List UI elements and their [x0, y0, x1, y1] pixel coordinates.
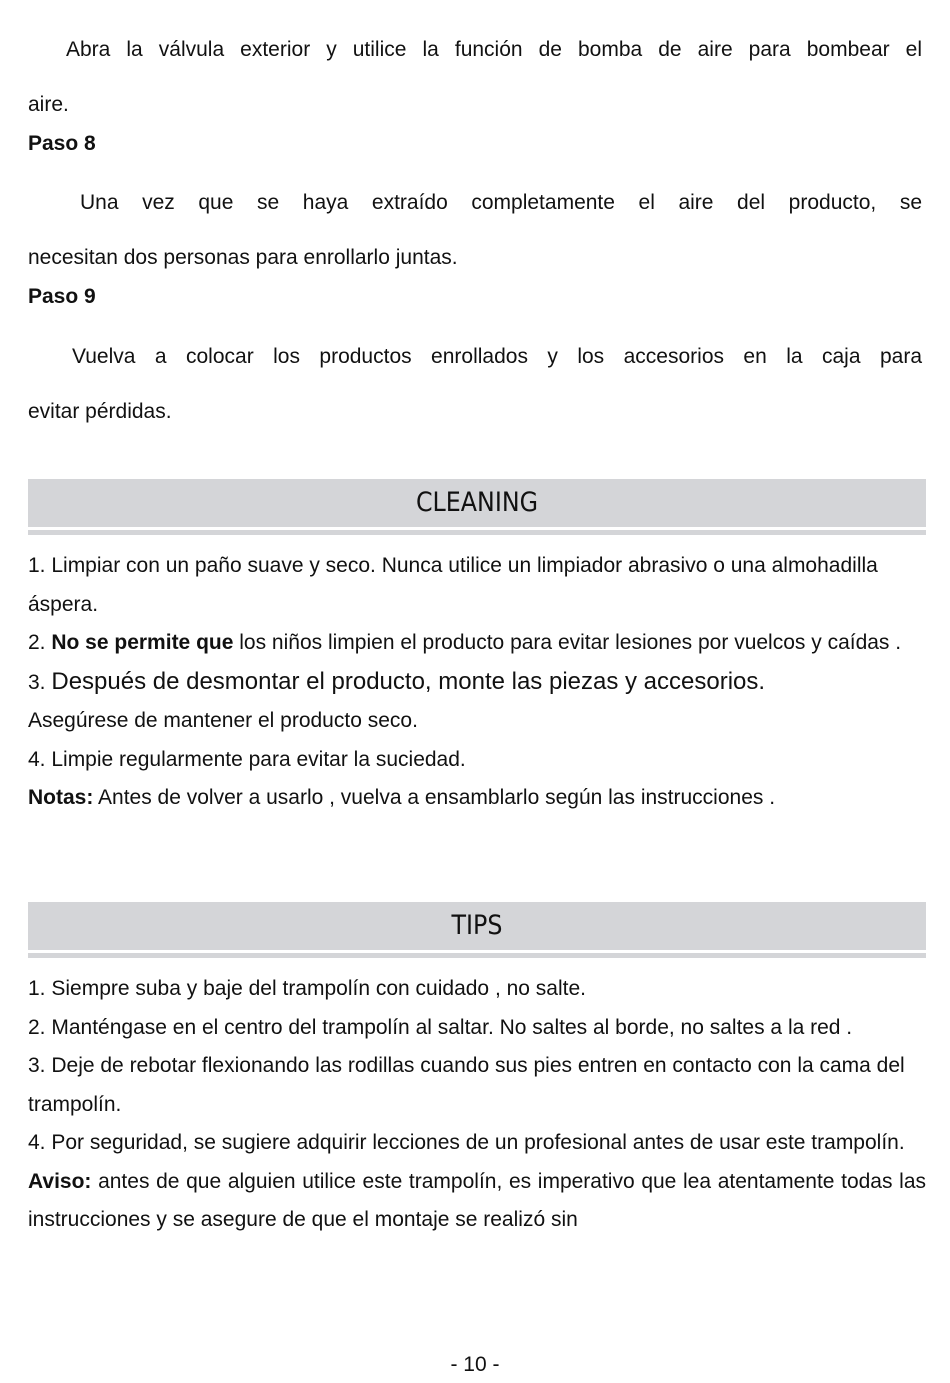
note-text: Antes de volver a usarlo , vuelva a ensamblarlo según las instrucciones . [93, 786, 776, 809]
warning [28, 1163, 926, 1240]
tips-header-bar [28, 902, 926, 953]
list-item: 1. Siempre suba y baje del trampolín con cuidado , no salte. [28, 977, 586, 1000]
paragraph-line: evitar pérdidas. [28, 400, 172, 423]
paragraph-line: aire. [28, 93, 69, 116]
item-text: Asegúrese de mantener el producto seco. [28, 709, 418, 732]
list-item: 4. Por seguridad, se sugiere adquirir lecciones de un profesional antes de usar este trampolín. [28, 1131, 905, 1154]
list-item: 1. Limpiar con un paño suave y seco. Nunca utilice un limpiador abrasivo o una almohadilla áspera. [28, 554, 878, 616]
note [28, 779, 926, 818]
item-number: 3. [28, 670, 52, 694]
list-item [28, 624, 926, 663]
step-label: Paso 9 [28, 285, 96, 308]
tips-list [28, 970, 926, 1240]
item-number: 2. [28, 631, 52, 654]
section-title: CLEANING [415, 487, 539, 518]
list-item: 4. Limpie regularmente para evitar la suciedad. [28, 747, 466, 771]
step-9-text [28, 344, 922, 425]
step-8-heading [28, 131, 922, 157]
paragraph-storage [28, 344, 922, 425]
item-text: Después de desmontar el producto, monte las piezas y accesorios. [51, 667, 766, 695]
step-label: Paso 8 [28, 132, 96, 155]
section-title: TIPS [451, 910, 503, 941]
step-9-heading [28, 284, 922, 310]
list-item: 3. Deje de rebotar flexionando las rodillas cuando sus pies entren en contacto con la cama del trampolín. [28, 1054, 905, 1116]
cleaning-header-bar [28, 479, 926, 530]
page-number: - 10 - [450, 1353, 500, 1376]
paragraph-line: Una vez que se haya extraído completamente el aire del producto, se [80, 191, 922, 214]
item-text: los niños limpien el producto para evitar lesiones por vuelcos y caídas . [233, 631, 902, 654]
paragraph-line: necesitan dos personas para enrollarlo juntas. [28, 246, 458, 269]
list-item [28, 663, 926, 741]
warning-label: Aviso: [28, 1169, 92, 1193]
paragraph-line: Vuelva a colocar los productos enrollados y los accesorios en la caja para [72, 345, 922, 368]
note-label: Notas: [28, 786, 94, 809]
paragraph-roll-up [28, 190, 922, 271]
step-8-text [28, 190, 922, 271]
intro-section [28, 37, 922, 118]
cleaning-list [28, 547, 926, 818]
paragraph-line: Abra la válvula exterior y utilice la función de bomba de aire para bombear el [66, 38, 922, 61]
list-item: 2. Manténgase en el centro del trampolín al saltar. No saltes al borde, no saltes a la red . [28, 1015, 853, 1039]
paragraph-air-pump [28, 37, 922, 118]
warning-text: antes de que alguien utilice este trampolín, es imperativo que lea atentamente todas las instrucciones y se asegure de que el montaje se realizó sin [28, 1169, 926, 1231]
emphasis-text: No se permite que [51, 631, 234, 654]
